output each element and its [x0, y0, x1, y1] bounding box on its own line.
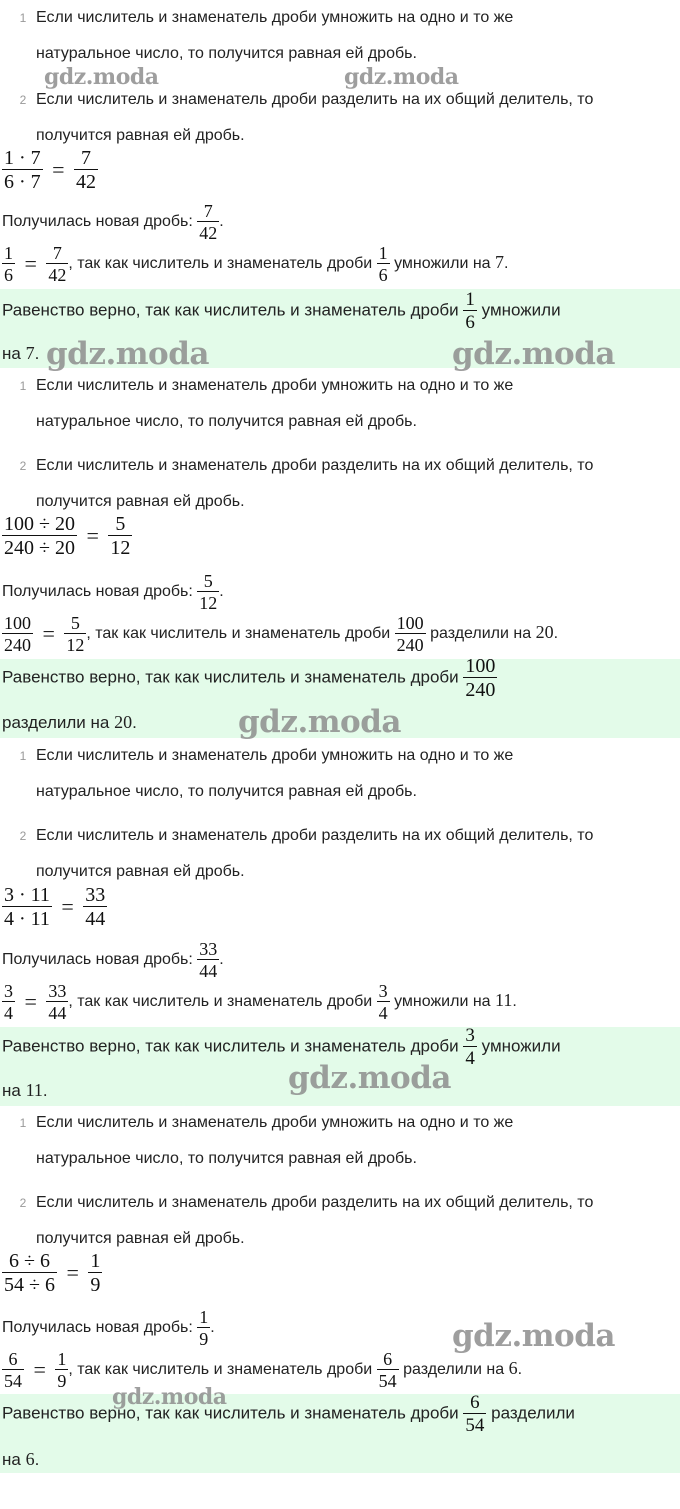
conclusion-line: на 6.	[2, 1449, 40, 1469]
fraction: $\frac{6}{54}$	[4, 1349, 22, 1391]
fraction: $\frac{1}{9}$	[57, 1349, 67, 1391]
rule-text-line: натуральное число, то получится равная ей дробь.	[36, 413, 417, 430]
rule-text-line: Если числитель и знаменатель дроби разделить на их общий делитель, то	[36, 457, 594, 474]
fraction: $\frac{1}{9}$	[199, 1307, 209, 1349]
fraction: $\frac{1}{9}$	[90, 1250, 101, 1296]
fraction: $\frac{5}{12}$	[66, 614, 85, 655]
rule-text-line: Если числитель и знаменатель дроби умножить на одно и то же	[36, 1114, 514, 1131]
fraction: $\frac{100 \div 20}{240 \div 20}$	[4, 513, 75, 559]
fraction: $\frac{3 \cdot 11}{4 \cdot 11}$	[4, 884, 50, 930]
rule-text-line: Если числитель и знаменатель дроби умножить на одно и то же	[36, 377, 514, 394]
fraction: $\frac{1}{6}$	[4, 244, 13, 285]
rule-2	[16, 1185, 656, 1257]
rule-text-line: Если числитель и знаменатель дроби разделить на их общий делитель, то	[36, 827, 594, 844]
watermark: gdz.moda	[288, 1060, 451, 1096]
rule-number: 2	[19, 1196, 27, 1210]
calculation-equation: $\frac{1 \cdot 7}{6 \cdot 7}$ = $\frac{7}{42}$	[4, 147, 96, 193]
new-fraction-line: Получилась новая дробь: $\frac{7}{42}$ .	[2, 201, 224, 243]
new-fraction-line: Получилась новая дробь: $\frac{1}{9}$ .	[2, 1307, 215, 1349]
fraction: $\frac{7}{42}$	[48, 244, 67, 285]
rule-number: 2	[19, 829, 27, 843]
explanation-line: $\frac{3}{4}$ = $\frac{33}{44}$ , так как числитель и знаменатель дроби $\frac{3}{4}$ умножили на 11.	[4, 981, 517, 1023]
conclusion-line: Равенство верно, так как числитель и знаменатель дроби $\frac{100}{240}$	[2, 655, 496, 701]
rule-2	[16, 818, 656, 890]
conclusion-line: на 7.	[2, 343, 40, 363]
fraction: $\frac{6}{54}$	[378, 1349, 397, 1391]
fraction: $\frac{3}{4}$	[4, 981, 13, 1023]
explanation-line: $\frac{100}{240}$ = $\frac{5}{12}$ , так как числитель и знаменатель дроби $\frac{100}{240}$ разделили на 20.	[4, 614, 559, 655]
fraction: $\frac{3}{4}$	[378, 981, 388, 1023]
conclusion-line: на 11.	[2, 1080, 48, 1100]
new-fraction-line: Получилась новая дробь: $\frac{5}{12}$ .	[2, 571, 224, 613]
watermark: gdz.moda	[112, 1384, 227, 1410]
fraction: $\frac{6 \div 6}{54 \div 6}$	[4, 1250, 55, 1296]
explanation-line: $\frac{6}{54}$ = $\frac{1}{9}$ , так как числитель и знаменатель дроби $\frac{6}{54}$ разделили на 6.	[4, 1349, 523, 1391]
conclusion-line: Равенство верно, так как числитель и знаменатель дроби $\frac{6}{54}$ разделили	[2, 1392, 575, 1436]
fraction: $\frac{1}{6}$	[465, 289, 475, 333]
rule-number: 1	[19, 379, 27, 393]
rule-2	[16, 448, 656, 520]
fraction: $\frac{100}{240}$	[4, 614, 31, 655]
watermark: gdz.moda	[238, 704, 401, 740]
conclusion-line: Равенство верно, так как числитель и знаменатель дроби $\frac{1}{6}$ умножили	[2, 289, 561, 333]
fraction: $\frac{100}{240}$	[396, 614, 424, 655]
calculation-equation: $\frac{100 \div 20}{240 \div 20}$ = $\frac{5}{12}$	[4, 513, 131, 559]
fraction: $\frac{7}{42}$	[76, 147, 96, 193]
rule-2	[16, 82, 656, 154]
explanation-line: $\frac{1}{6}$ = $\frac{7}{42}$ , так как числитель и знаменатель дроби $\frac{1}{6}$ умножили на 7.	[4, 244, 509, 285]
rule-text-line: получится равная ей дробь.	[36, 493, 245, 510]
fraction: $\frac{33}{44}$	[48, 981, 67, 1023]
watermark: gdz.moda	[452, 1318, 615, 1354]
rule-text-line: Если числитель и знаменатель дроби умножить на одно и то же	[36, 747, 514, 764]
rule-text-line: Если числитель и знаменатель дроби умножить на одно и то же	[36, 9, 514, 26]
rule-1	[16, 1105, 656, 1177]
fraction: $\frac{3}{4}$	[465, 1025, 475, 1069]
rule-text-line: Если числитель и знаменатель дроби разделить на их общий делитель, то	[36, 91, 594, 108]
fraction: $\frac{5}{12}$	[199, 571, 218, 613]
fraction: $\frac{6}{54}$	[465, 1392, 485, 1436]
new-fraction-line: Получилась новая дробь: $\frac{33}{44}$ .	[2, 939, 224, 981]
fraction: $\frac{7}{42}$	[199, 201, 218, 243]
rule-text-line: натуральное число, то получится равная ей дробь.	[36, 45, 417, 62]
rule-number: 1	[19, 749, 27, 763]
rule-number: 1	[19, 11, 27, 25]
rule-text-line: получится равная ей дробь.	[36, 127, 245, 144]
rule-text-line: Если числитель и знаменатель дроби разделить на их общий делитель, то	[36, 1194, 594, 1211]
fraction: $\frac{33}{44}$	[85, 884, 106, 930]
conclusion-line: Равенство верно, так как числитель и знаменатель дроби $\frac{3}{4}$ умножили	[2, 1025, 561, 1069]
watermark: gdz.moda	[452, 336, 615, 372]
fraction: $\frac{1 \cdot 7}{6 \cdot 7}$	[4, 147, 41, 193]
conclusion-line: разделили на 20.	[2, 712, 137, 732]
rule-text-line: натуральное число, то получится равная ей дробь.	[36, 783, 417, 800]
rule-text-line: натуральное число, то получится равная ей дробь.	[36, 1150, 417, 1167]
calculation-equation: $\frac{3 \cdot 11}{4 \cdot 11}$ = $\frac{33}{44}$	[4, 884, 106, 930]
fraction: $\frac{5}{12}$	[110, 513, 131, 559]
watermark: gdz.moda	[44, 64, 159, 90]
fraction: $\frac{33}{44}$	[199, 939, 218, 981]
rule-1	[16, 0, 656, 72]
rule-text-line: получится равная ей дробь.	[36, 863, 245, 880]
rule-number: 2	[19, 93, 27, 107]
fraction: $\frac{100}{240}$	[465, 655, 496, 701]
calculation-equation: $\frac{6 \div 6}{54 \div 6}$ = $\frac{1}{9}$	[4, 1250, 101, 1296]
rule-number: 2	[19, 459, 27, 473]
watermark: gdz.moda	[46, 336, 209, 372]
rule-1	[16, 738, 656, 810]
fraction: $\frac{1}{6}$	[378, 244, 388, 285]
rule-text-line: получится равная ей дробь.	[36, 1230, 245, 1247]
watermark: gdz.moda	[344, 64, 459, 90]
rule-number: 1	[19, 1116, 27, 1130]
rule-1	[16, 368, 656, 440]
